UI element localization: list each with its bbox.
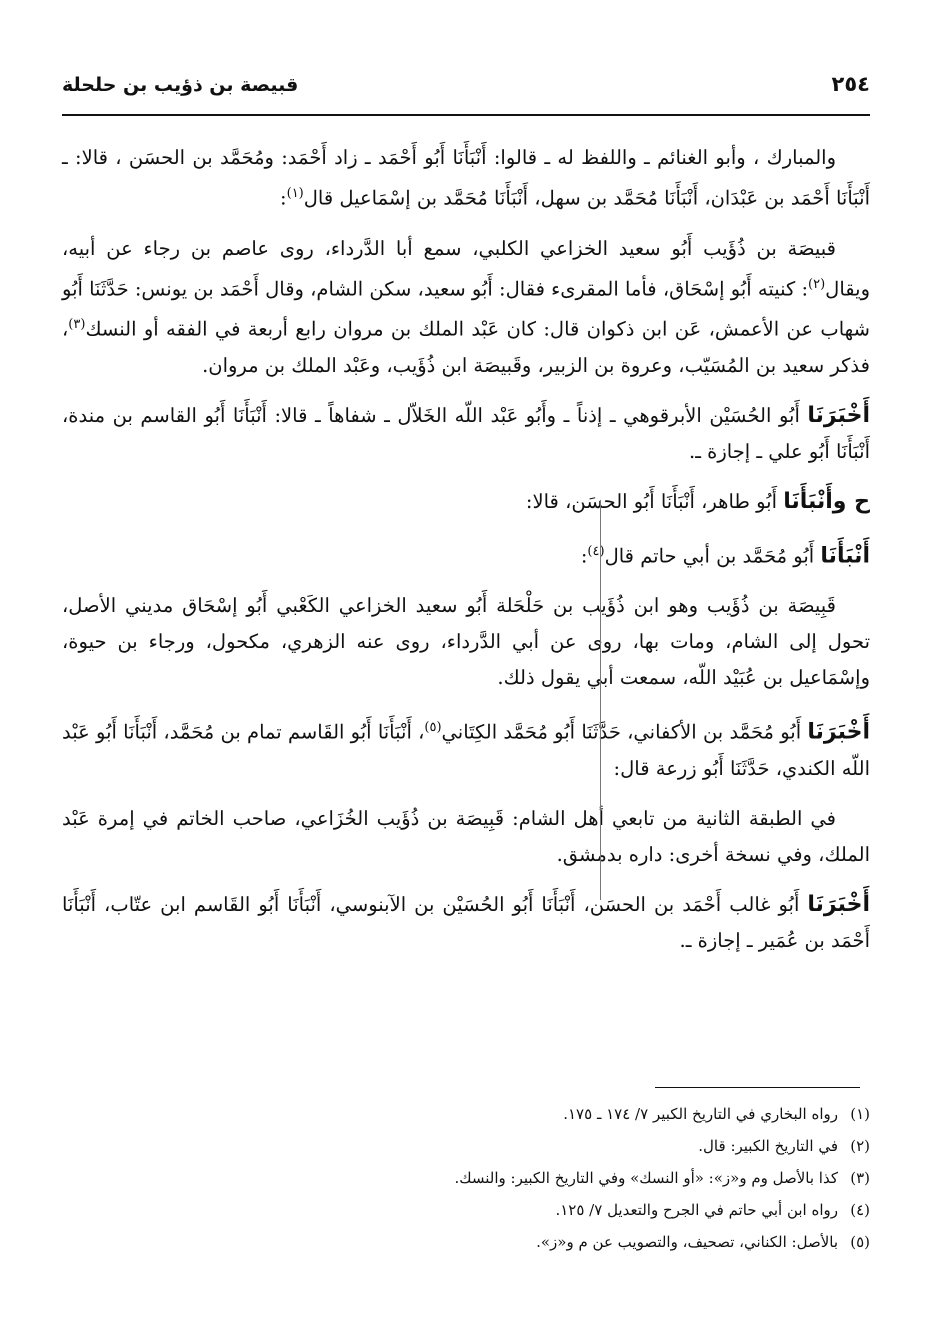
- footnote-reference: (٣): [68, 317, 86, 332]
- paragraph-3: [62, 398, 870, 470]
- paragraph-tail: ، فذكر سعيد بن المُسَيّب، وعروة بن الزبير، وقَبيصَة ابن ذُؤَيب، وعَبْد الملك بن مروان.: [62, 317, 870, 377]
- paragraph-text: أَبُو مُحَمَّد بن أبي حاتم قال: [604, 544, 815, 567]
- paragraph-text: أَبُو الحُسَيْن الأبرقوهي ـ إذناً ـ وأَبُو عَبْد اللّه الخَلاّل ـ شفاهاً ـ قالا: أَنْبَأَنَا أَبُو القاسم بن مندة، أَنْبَأَنَا أَبُو علي ـ إجازة ـ.: [62, 403, 870, 463]
- footnote-1: [62, 1098, 870, 1130]
- isnad-lead-word: أَخْبَرَنَا: [807, 402, 870, 428]
- header-rule: [62, 114, 870, 116]
- footnote-text: في التاريخ الكبير: قال.: [698, 1137, 838, 1155]
- page-header: [62, 70, 870, 110]
- footnote-number: (٢): [850, 1137, 870, 1155]
- footnote-3: [62, 1162, 870, 1194]
- isnad-lead-word: أَخْبَرَنَا: [807, 891, 870, 917]
- footnote-text: بالأصل: الكناني، تصحيف، والتصويب عن م و«ز».: [536, 1233, 838, 1251]
- footnote-text: رواه البخاري في التاريخ الكبير ٧/ ١٧٤ ـ ١٧٥.: [563, 1105, 838, 1123]
- paragraph-text: في الطبقة الثانية من تابعي أهل الشام: قَبِيصَة بن ذُؤَيب الخُزَاعي، صاحب الخاتم في إمرة عَبْد الملك، وفي نسخة أخرى: داره بدمشق.: [62, 806, 870, 866]
- footnote-number: (١): [850, 1105, 870, 1123]
- paragraph-9: [62, 887, 870, 959]
- paragraph-tail: ، أَنْبَأَنَا أَبُو القَاسم تمام بن مُحَمَّد، أَنْبَأَنَا أَبُو عَبْد اللّه الكندي، حَدَّثَنَا أَبُو زرعة قال:: [62, 720, 870, 780]
- footnote-5: [62, 1226, 870, 1258]
- footnote-text: رواه ابن أبي حاتم في الجرح والتعديل ٧/ ١٢٥.: [555, 1201, 838, 1219]
- paragraph-text: والمبارك ، وأبو الغنائم ـ واللفظ له ـ قالوا: أَنْبَأَنَا أَبُو أَحْمَد ـ زاد أَحْمَد: ومُحَمَّد بن الحسَن ، قالا: ـ أَنْبَأَنَا أَحْمَد بن عَبْدَان، أَنْبَأَنَا مُحَمَّد بن سهل، أَنْبَأَنَا مُحَمَّد بن إسْمَاعيل قال: [62, 146, 870, 210]
- footnote-reference: (١): [286, 186, 304, 201]
- paragraph-text: أَبُو طاهر، أَنْبَأَنَا أَبُو الحسَن، قالا:: [525, 489, 778, 513]
- paragraph-text: أَبُو غالب أَحْمَد بن الحسَن، أَنْبَأَنَا أَبُو الحُسَيْن بن الآبنوسي، أَنْبَأَنَا أَبُو القَاسم ابن عتّاب، أَنْبَأَنَا أَحْمَد بن عُمَير ـ إجازة ـ.: [62, 892, 870, 952]
- paragraph-4: [62, 484, 870, 520]
- scan-fold-line: [600, 500, 601, 900]
- footnote-reference: (٥): [424, 720, 442, 735]
- footnote-2: [62, 1130, 870, 1162]
- isnad-lead-word: ح وأَنْبَأَنَا: [783, 488, 870, 514]
- paragraph-tail: :: [580, 544, 588, 567]
- main-text: [62, 140, 870, 973]
- footnotes: [62, 1098, 870, 1258]
- paragraph-2: [62, 231, 870, 384]
- paragraph-1: [62, 140, 870, 217]
- footnote-reference: (٤): [587, 543, 605, 559]
- paragraph-5: [62, 534, 870, 575]
- paragraph-8: [62, 801, 870, 873]
- footnote-number: (٥): [850, 1233, 870, 1251]
- footnote-separator: [655, 1087, 860, 1088]
- paragraph-text: قبيصَة بن ذُؤَيب أَبُو سعيد الخزاعي الكلبي، سمع أبا الدَّرداء، روى عاصم بن رجاء عن أبيه، ويقال: [62, 236, 870, 300]
- paragraph-text: أَبُو مُحَمَّد بن الأكفاني، حَدَّثَنَا أَبُو مُحَمَّد الكِتَاني: [441, 720, 802, 744]
- page-number: ٢٥٤: [831, 72, 870, 96]
- paragraph-tail: : كنيته أَبُو إسْحَاق، فأما المقرىء فقال: أَبُو سعيد، سكن الشام، وقال أَحْمَد بن يونس: حَدَّثَنَا أَبُو شهاب عن الأعمش، عَن ابن ذكوان قال: كان عَبْد الملك بن مروان رابع أربعة في الفقه أو النسك: [62, 277, 870, 341]
- paragraph-text: قَبِيصَة بن ذُؤَيب وهو ابن ذُؤَيب بن حَلْحَلة أَبُو سعيد الخزاعي الكَعْبي أَبُو إسْحَاق مديني الأصل، تحول إلى الشام، ومات بها، روى عن أبي الدَّرداء، روى عنه الزهري، مكحول، ورجاء بن حيوة، وإسْمَاعيل بن عُبَيْد اللّه، سمعت أبي يقول ذلك.: [62, 594, 870, 689]
- footnote-reference: (٢): [808, 276, 826, 292]
- isnad-lead-word: أَنْبَأَنَا: [820, 543, 870, 568]
- paragraph-6: [62, 588, 870, 696]
- footnote-number: (٤): [850, 1201, 870, 1219]
- paragraph-7: [62, 710, 870, 787]
- paragraph-tail: :: [280, 186, 287, 210]
- footnote-text: كذا بالأصل وم و«ز»: «أو النسك» وفي التاريخ الكبير: والنسك.: [454, 1169, 838, 1187]
- footnote-4: [62, 1194, 870, 1226]
- footnote-number: (٣): [850, 1169, 870, 1187]
- running-title: قبيصة بن ذؤيب بن حلحلة: [62, 74, 299, 96]
- isnad-lead-word: أَخْبَرَنَا: [807, 719, 870, 745]
